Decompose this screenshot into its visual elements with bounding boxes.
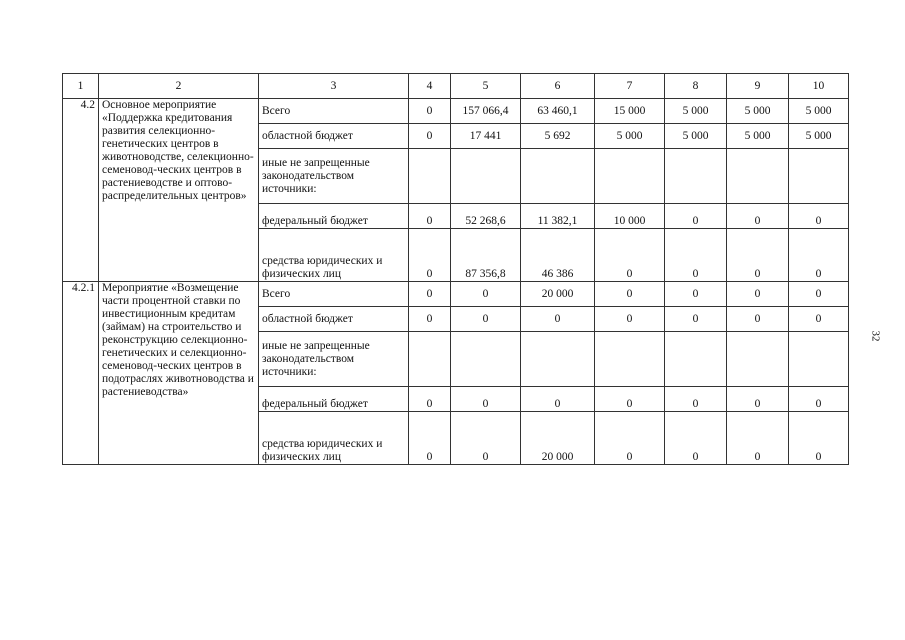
value-cell: 0 [727, 204, 789, 229]
value-cell [451, 332, 521, 387]
value-cell: 17 441 [451, 124, 521, 149]
item-code: 4.2.1 [63, 282, 99, 465]
value-cell: 5 000 [665, 99, 727, 124]
value-cell: 5 000 [789, 99, 849, 124]
value-cell [665, 332, 727, 387]
value-cell: 15 000 [595, 99, 665, 124]
budget-table [62, 73, 849, 465]
funding-source: иные не запрещенные законодательством источники: [259, 332, 409, 387]
value-cell: 0 [451, 307, 521, 332]
value-cell [409, 332, 451, 387]
header-cell: 9 [727, 74, 789, 99]
value-cell [789, 332, 849, 387]
value-cell: 0 [451, 387, 521, 412]
value-cell: 5 000 [727, 99, 789, 124]
header-cell: 3 [259, 74, 409, 99]
funding-source: областной бюджет [259, 124, 409, 149]
value-cell: 0 [409, 204, 451, 229]
value-cell [521, 149, 595, 204]
funding-source: федеральный бюджет [259, 387, 409, 412]
funding-source: Всего [259, 99, 409, 124]
value-cell: 0 [727, 412, 789, 465]
value-cell: 0 [727, 282, 789, 307]
value-cell: 0 [595, 229, 665, 282]
value-cell: 0 [665, 307, 727, 332]
value-cell [521, 332, 595, 387]
value-cell [727, 332, 789, 387]
value-cell [409, 149, 451, 204]
value-cell: 0 [409, 412, 451, 465]
value-cell: 52 268,6 [451, 204, 521, 229]
header-cell: 6 [521, 74, 595, 99]
value-cell [451, 149, 521, 204]
value-cell: 0 [409, 99, 451, 124]
funding-source: областной бюджет [259, 307, 409, 332]
header-cell: 7 [595, 74, 665, 99]
value-cell: 0 [409, 282, 451, 307]
header-cell: 1 [63, 74, 99, 99]
value-cell: 0 [665, 412, 727, 465]
header-cell: 2 [99, 74, 259, 99]
table-row [63, 282, 849, 307]
value-cell: 157 066,4 [451, 99, 521, 124]
value-cell: 5 000 [789, 124, 849, 149]
value-cell [665, 149, 727, 204]
value-cell: 5 000 [727, 124, 789, 149]
header-cell: 5 [451, 74, 521, 99]
value-cell: 0 [665, 229, 727, 282]
value-cell: 0 [521, 387, 595, 412]
value-cell [595, 332, 665, 387]
value-cell: 0 [409, 307, 451, 332]
value-cell: 5 000 [665, 124, 727, 149]
header-cell: 4 [409, 74, 451, 99]
value-cell: 0 [409, 124, 451, 149]
value-cell: 0 [595, 387, 665, 412]
table-row [63, 99, 849, 124]
value-cell: 0 [665, 387, 727, 412]
value-cell: 0 [727, 307, 789, 332]
value-cell [727, 149, 789, 204]
value-cell: 0 [789, 229, 849, 282]
value-cell: 0 [595, 412, 665, 465]
item-code: 4.2 [63, 99, 99, 282]
value-cell: 0 [789, 204, 849, 229]
value-cell: 46 386 [521, 229, 595, 282]
value-cell [789, 149, 849, 204]
value-cell: 87 356,8 [451, 229, 521, 282]
funding-source: иные не запрещенные законодательством источники: [259, 149, 409, 204]
value-cell: 0 [665, 204, 727, 229]
value-cell: 11 382,1 [521, 204, 595, 229]
value-cell: 20 000 [521, 282, 595, 307]
value-cell [595, 149, 665, 204]
funding-source: федеральный бюджет [259, 204, 409, 229]
value-cell: 0 [727, 387, 789, 412]
item-name: Мероприятие «Возмещение части процентной ставки по инвестиционным кредитам (займам) на строительство и реконструкцию селекционно-генетических и селекционно-семеновод-ческих центров в подотраслях животноводства и растениеводства» [99, 282, 259, 465]
value-cell: 0 [727, 229, 789, 282]
value-cell: 0 [665, 282, 727, 307]
funding-source: средства юридических и физических лиц [259, 412, 409, 465]
value-cell: 0 [409, 229, 451, 282]
value-cell: 5 692 [521, 124, 595, 149]
value-cell: 0 [595, 282, 665, 307]
value-cell: 0 [451, 412, 521, 465]
table-header-row [63, 74, 849, 99]
item-name: Основное мероприятие «Поддержка кредитования развития селекционно-генетических центров в животноводстве, селекционно-семеновод-ческих центров в растениеводстве и оптово-распределительных центров» [99, 99, 259, 282]
header-cell: 10 [789, 74, 849, 99]
value-cell: 0 [789, 412, 849, 465]
value-cell: 20 000 [521, 412, 595, 465]
value-cell: 0 [521, 307, 595, 332]
value-cell: 0 [789, 282, 849, 307]
value-cell: 63 460,1 [521, 99, 595, 124]
value-cell: 10 000 [595, 204, 665, 229]
page-number: 32 [869, 330, 882, 342]
header-cell: 8 [665, 74, 727, 99]
funding-source: Всего [259, 282, 409, 307]
value-cell: 0 [595, 307, 665, 332]
value-cell: 0 [451, 282, 521, 307]
value-cell: 0 [789, 387, 849, 412]
funding-source: средства юридических и физических лиц [259, 229, 409, 282]
value-cell: 0 [789, 307, 849, 332]
value-cell: 0 [409, 387, 451, 412]
value-cell: 5 000 [595, 124, 665, 149]
